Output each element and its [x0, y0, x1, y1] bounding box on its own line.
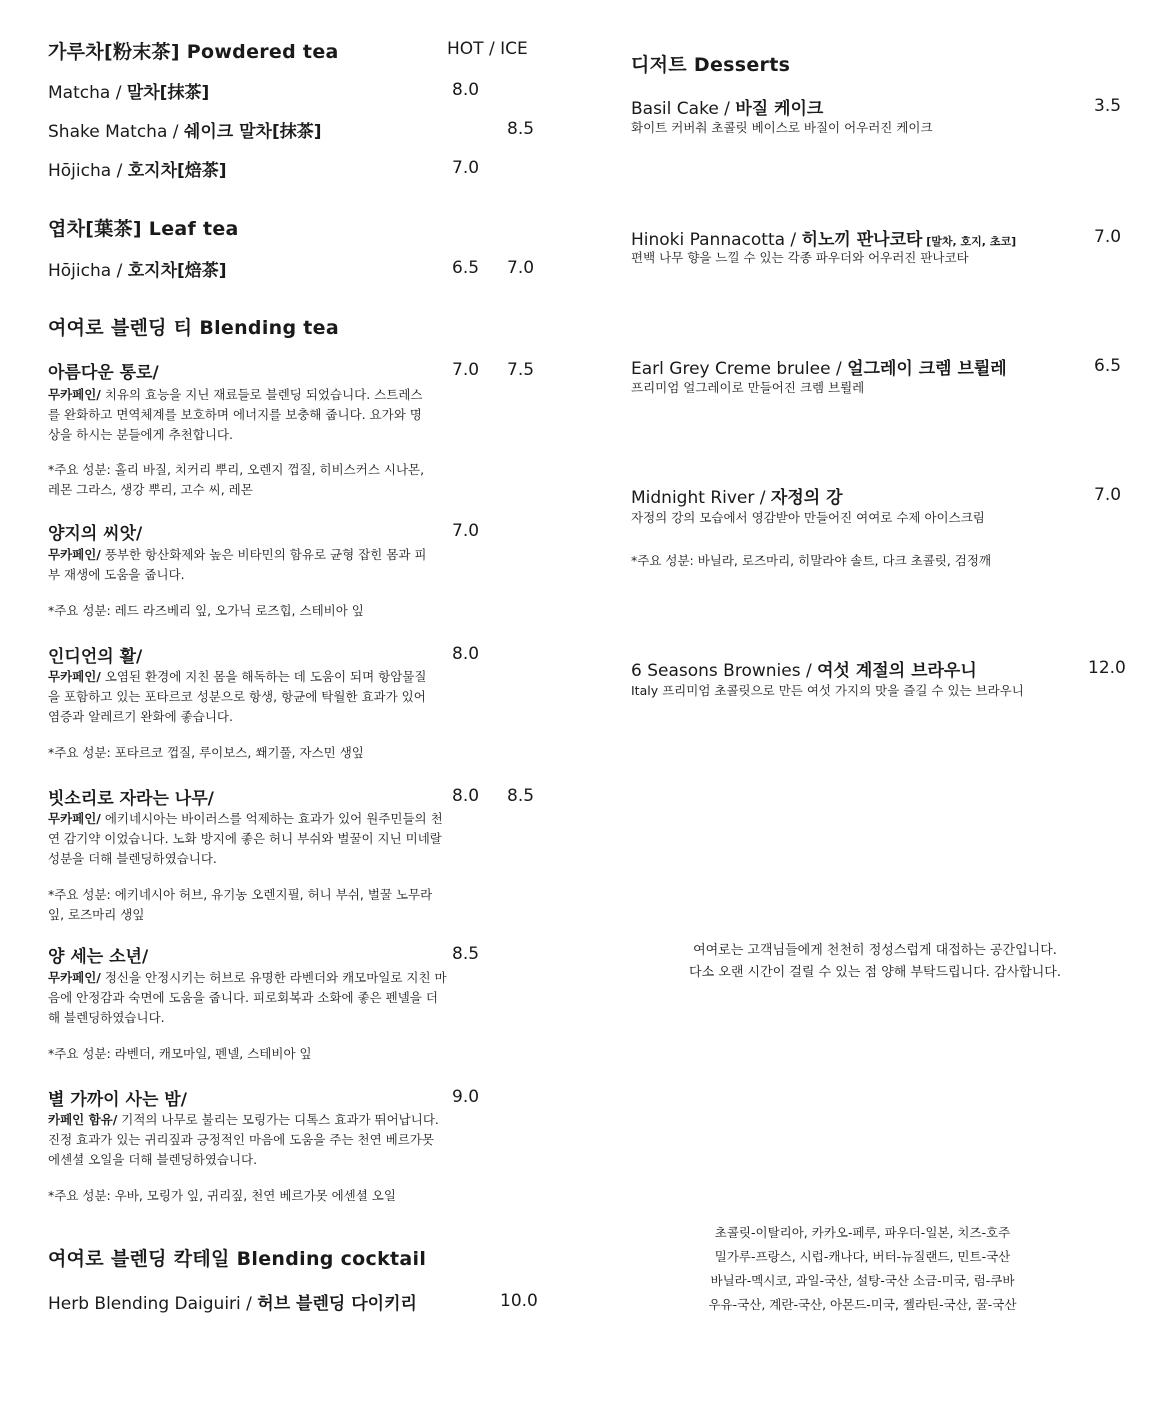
item-description: 화이트 커버춰 초콜릿 베이스로 바질이 어우러진 케이크 — [631, 120, 933, 135]
item-ingredients: *주요 성분: 포타르코 껍질, 루이보스, 쐐기풀, 자스민 생잎 — [48, 745, 364, 760]
item-name: 아름다운 통로/ — [48, 363, 159, 383]
section-title-desserts: 디저트 Desserts — [631, 54, 791, 76]
hot-price: 7.0 — [452, 158, 480, 178]
hot-price: 7.0 — [452, 521, 480, 541]
item-description: Italy 프리미엄 초콜릿으로 만든 여섯 가지의 맛을 즐길 수 있는 브라우니 — [631, 683, 1024, 698]
price: 3.5 — [1094, 96, 1122, 116]
item-name: Hōjicha / 호지차[焙茶] — [48, 161, 227, 181]
item-ingredients: *주요 성분: 우바, 모링가 잎, 귀리짚, 천연 베르가못 에센셜 오일 — [48, 1188, 396, 1203]
section-title-leaf-tea: 엽차[葉茶] Leaf tea — [48, 218, 239, 240]
ice-price: 7.5 — [507, 360, 535, 380]
item-name: Shake Matcha / 쉐이크 말차[抹茶] — [48, 122, 322, 142]
hot-price: 8.0 — [452, 786, 480, 806]
item-name: Basil Cake / 바질 케이크 — [631, 99, 824, 119]
item-ingredients: *주요 성분: 라벤더, 캐모마일, 펜넬, 스테비아 잎 — [48, 1046, 312, 1061]
section-title-blending-cocktail: 여여로 블렌딩 칵테일 Blending cocktail — [48, 1248, 427, 1270]
ice-price: 8.5 — [507, 786, 535, 806]
item-description: 무카페인/ 오염된 환경에 지친 몸을 해독하는 데 도움이 되며 항암물질을 포함하고 있는 포타르코 성분으로 항생, 항균에 탁월한 효과가 있어 염증과 알레르기 완화에 좋습니다. — [48, 669, 427, 724]
item-name: Matcha / 말차[抹茶] — [48, 83, 210, 103]
item-description: 무카페인/ 치유의 효능을 지닌 재료들로 블렌딩 되었습니다. 스트레스를 완화하고 면역체계를 보호하며 에너지를 보충해 줍니다. 요가와 명상을 하시는 분들에게 추천합니다. — [48, 387, 423, 442]
price: 7.0 — [1094, 485, 1122, 505]
section-title-powdered-tea: 가루차[粉末茶] Powdered tea — [48, 41, 339, 63]
item-name: 양지의 씨앗/ — [48, 524, 143, 544]
price: 10.0 — [500, 1291, 538, 1311]
item-name: 인디언의 활/ — [48, 647, 143, 667]
price: 12.0 — [1088, 658, 1126, 678]
hot-ice-header: HOT / ICE — [447, 39, 528, 59]
item-ingredients: *주요 성분: 에키네시아 허브, 유기농 오렌지필, 허니 부쉬, 벌꿀 노무라 잎, 로즈마리 생잎 — [48, 887, 433, 922]
item-name: 별 가까이 사는 밤/ — [48, 1090, 187, 1110]
item-name: 빗소리로 자라는 나무/ — [48, 789, 214, 809]
item-description: 무카페인/ 정신을 안정시키는 허브로 유명한 라벤더와 캐모마일로 지친 마음에 안정감과 숙면에 도움을 줍니다. 피로회복과 소화에 좋은 펜넬을 더해 블렌딩하였습니다. — [48, 970, 447, 1025]
item-description: 프리미엄 얼그레이로 만들어진 크렘 브륄레 — [631, 380, 865, 395]
origin-line: 밀가루-프랑스, 시럽-캐나다, 버터-뉴질랜드, 민트-국산 — [714, 1249, 1011, 1264]
origin-line: 우유-국산, 계란-국산, 아몬드-미국, 젤라틴-국산, 꿀-국산 — [708, 1297, 1017, 1312]
section-title-blending-tea: 여여로 블렌딩 티 Blending tea — [48, 317, 339, 339]
item-name: 양 세는 소년/ — [48, 947, 149, 967]
item-description: 편백 나무 향을 느낄 수 있는 각종 파우더와 어우러진 판나코타 — [631, 250, 969, 265]
hot-price: 8.5 — [452, 944, 480, 964]
item-name: Herb Blending Daiguiri / 허브 블렌딩 다이키리 — [48, 1294, 417, 1314]
hot-price: 8.0 — [452, 644, 480, 664]
item-name: Hōjicha / 호지차[焙茶] — [48, 261, 227, 281]
item-description: 무카페인/ 에키네시아는 바이러스를 억제하는 효과가 있어 원주민들의 천연 감기약 이었습니다. 노화 방지에 좋은 허니 부쉬와 벌꿀이 지닌 미네랄 성분을 더해 블렌딩하였습니다. — [48, 811, 443, 866]
item-name: Earl Grey Creme brulee / 얼그레이 크렘 브륄레 — [631, 359, 1007, 379]
ice-price: 7.0 — [507, 258, 535, 278]
hot-price: 7.0 — [452, 360, 480, 380]
item-name: 6 Seasons Brownies / 여섯 계절의 브라우니 — [631, 661, 977, 681]
hot-price: 6.5 — [452, 258, 480, 278]
price: 6.5 — [1094, 356, 1122, 376]
item-name: Midnight River / 자정의 강 — [631, 488, 843, 508]
hot-price: 8.0 — [452, 80, 480, 100]
origin-line: 바닐라-멕시코, 과일-국산, 설탕-국산 소금-미국, 럼-쿠바 — [710, 1273, 1015, 1288]
item-ingredients: *주요 성분: 레드 라즈베리 잎, 오가닉 로즈힙, 스테비아 잎 — [48, 603, 364, 618]
price: 7.0 — [1094, 227, 1122, 247]
origin-line: 초콜릿-이탈리아, 카카오-페루, 파우더-일본, 치즈-호주 — [714, 1225, 1011, 1240]
item-name: Hinoki Pannacotta / 히노끼 판나코타 [말차, 호지, 초코] — [631, 230, 1017, 250]
notice-line: 다소 오랜 시간이 걸릴 수 있는 점 양해 부탁드립니다. 감사합니다. — [689, 965, 1061, 980]
notice-line: 여여로는 고객님들에게 천천히 정성스럽게 대접하는 공간입니다. — [693, 943, 1057, 958]
item-description: 카페인 함유/ 기적의 나무로 불리는 모링가는 디톡스 효과가 뛰어납니다. 진정 효과가 있는 귀리짚과 긍정적인 마음에 도움을 주는 천연 베르가못 에센셜 오일을 더해 블렌딩하였습니다. — [48, 1112, 439, 1167]
origin-info — [620, 1221, 1105, 1317]
item-description: 무카페인/ 풍부한 항산화제와 높은 비타민의 함유로 균형 잡힌 몸과 피부 재생에 도움을 줍니다. — [48, 547, 427, 582]
item-description: 자정의 강의 모습에서 영감받아 만들어진 여여로 수제 아이스크림 — [631, 510, 985, 525]
service-notice — [620, 940, 1130, 984]
hot-price: 9.0 — [452, 1087, 480, 1107]
item-ingredients: *주요 성분: 바닐라, 로즈마리, 히말라야 솔트, 다크 초콜릿, 검정깨 — [631, 553, 992, 568]
ice-price: 8.5 — [507, 119, 535, 139]
item-ingredients: *주요 성분: 홀리 바질, 치커리 뿌리, 오렌지 껍질, 히비스커스 시나몬, 레몬 그라스, 생강 뿌리, 고수 씨, 레몬 — [48, 462, 425, 497]
